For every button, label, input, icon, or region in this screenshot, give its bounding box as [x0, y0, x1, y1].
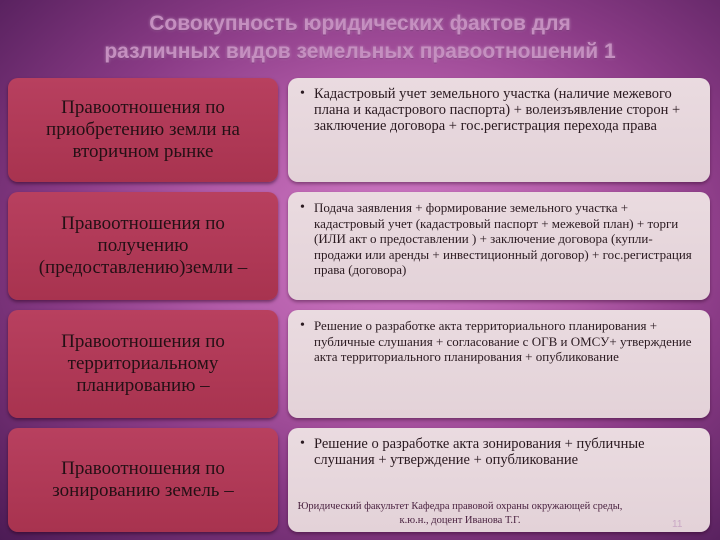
- row-label: Правоотношения по приобретению земли на вторичном рынке: [46, 97, 240, 162]
- row-content-text: Решение о разработке акта территориального планирования + публичные слушания + согласование с ОГВ и ОМСУ+ утверждение акта территориального планирования + опубликование: [314, 318, 692, 364]
- bullet-icon: •: [300, 436, 305, 451]
- page-number: 11: [672, 519, 683, 530]
- footer-line-2: к.ю.н., доцент Иванова Т.Г.: [399, 515, 521, 526]
- row-label: Правоотношения по получению (предоставлению)земли –: [38, 213, 248, 278]
- row-content-text: Подача заявления + формирование земельного участка + кадастровый учет (кадастровый паспорт + межевой план) + торги (ИЛИ акт о предоставлении ) + заключение договора (купли-продажи или аренды + инвестиционный договор) + гос.регистрация права (договора): [314, 200, 692, 277]
- table-row-secondary-market: [8, 78, 710, 182]
- table-row-territorial-planning: [8, 310, 710, 418]
- row-label-box: [8, 78, 278, 182]
- row-content-box: [288, 78, 710, 182]
- bullet-icon: •: [300, 318, 305, 333]
- slide-title-line-1: Совокупность юридических фактов для: [149, 12, 571, 35]
- slide-title-line-2: различных видов земельных правоотношений 1: [104, 40, 616, 63]
- row-content-box: [288, 310, 710, 418]
- row-content-text: Решение о разработке акта зонирования + публичные слушания + утверждение + опубликование: [314, 436, 645, 468]
- row-label-box: [8, 310, 278, 418]
- slide-title: [0, 10, 720, 66]
- row-content-text: Кадастровый учет земельного участка (наличие межевого плана и кадастрового паспорта) + волеизъявление сторон + заключение договора + гос.регистрация перехода права: [314, 86, 681, 134]
- row-content-box: [288, 192, 710, 300]
- footer-line-1: Юридический факультет Кафедра правовой охраны окружающей среды,: [297, 501, 623, 512]
- slide-footer: [230, 500, 690, 528]
- bullet-icon: •: [300, 200, 305, 215]
- row-label-box: [8, 192, 278, 300]
- table-row-land-provision: [8, 192, 710, 300]
- row-label: Правоотношения по зонированию земель –: [52, 458, 234, 501]
- bullet-icon: •: [300, 86, 305, 101]
- row-label: Правоотношения по территориальному планированию –: [61, 331, 225, 396]
